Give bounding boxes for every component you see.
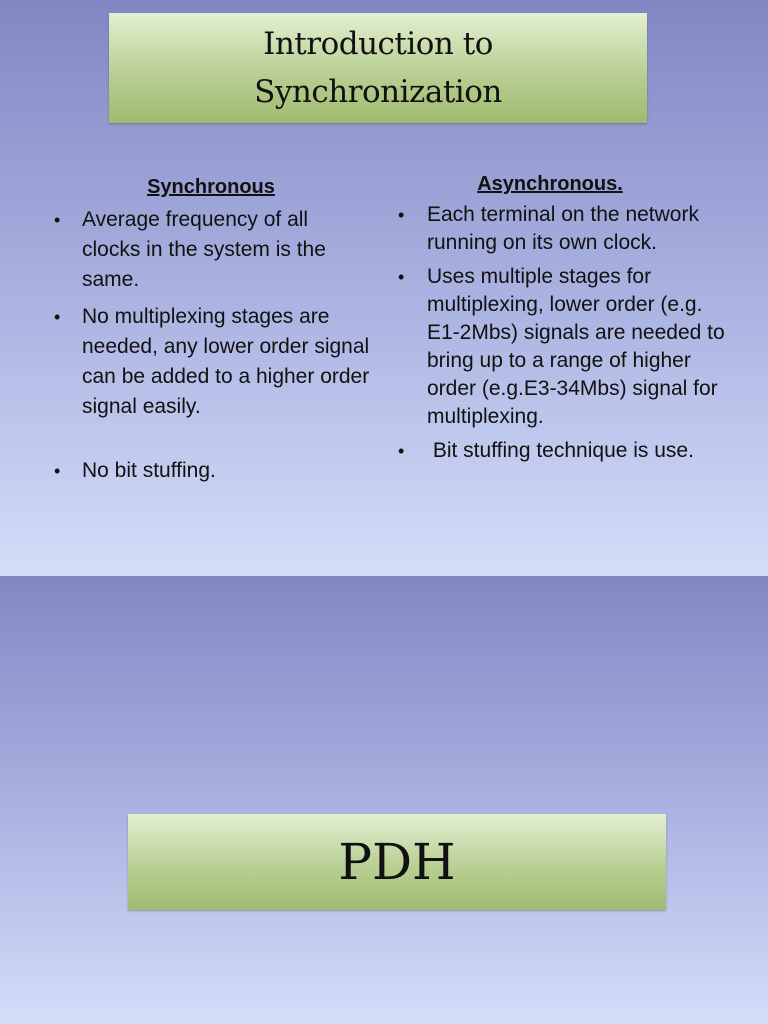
bullet-text: Average frequency of all clocks in the system is the same.: [82, 208, 326, 291]
slide-pdh: [0, 576, 768, 1024]
bullet-icon: •: [398, 441, 405, 461]
list-item: [396, 437, 726, 465]
bullet-text: Bit stuffing technique is use.: [427, 439, 694, 462]
asynchronous-heading-period: .: [617, 173, 623, 195]
bullet-icon: •: [398, 267, 405, 287]
slide-title-box: [128, 814, 666, 910]
slide-title: PDH: [338, 833, 456, 891]
bullet-text: No multiplexing stages are needed, any lower order signal can be added to a higher order signal easily.: [82, 305, 370, 418]
synchronous-heading: Synchronous: [147, 176, 275, 198]
slide-title-box: [109, 13, 647, 123]
list-item: [52, 456, 372, 486]
asynchronous-bullet-list: [396, 201, 726, 465]
list-item: [396, 263, 726, 431]
asynchronous-heading: [396, 170, 704, 198]
asynchronous-heading-text: Asynchronous: [477, 173, 618, 195]
bullet-text: Each terminal on the network running on its own clock.: [427, 203, 699, 254]
synchronous-column: [52, 172, 372, 493]
bullet-icon: •: [54, 210, 61, 230]
list-item: [52, 205, 372, 295]
synchronous-bullet-list: [52, 205, 372, 486]
bullet-text: Uses multiple stages for multiplexing, lower order (e.g. E1-2Mbs) signals are needed to bring up to a range of higher order (e.g.E3-34Mbs) signal for multiplexing.: [427, 265, 725, 428]
list-item: [52, 302, 372, 422]
slide-title-line-1: Introduction to: [263, 26, 493, 62]
bullet-text: No bit stuffing.: [82, 459, 216, 482]
bullet-icon: •: [54, 461, 61, 481]
slide-title: [254, 20, 502, 116]
asynchronous-column: [396, 170, 726, 471]
bullet-icon: •: [54, 307, 61, 327]
list-item: [396, 201, 726, 257]
bullet-icon: •: [398, 205, 405, 225]
slide-title-line-2: Synchronization: [254, 74, 502, 110]
